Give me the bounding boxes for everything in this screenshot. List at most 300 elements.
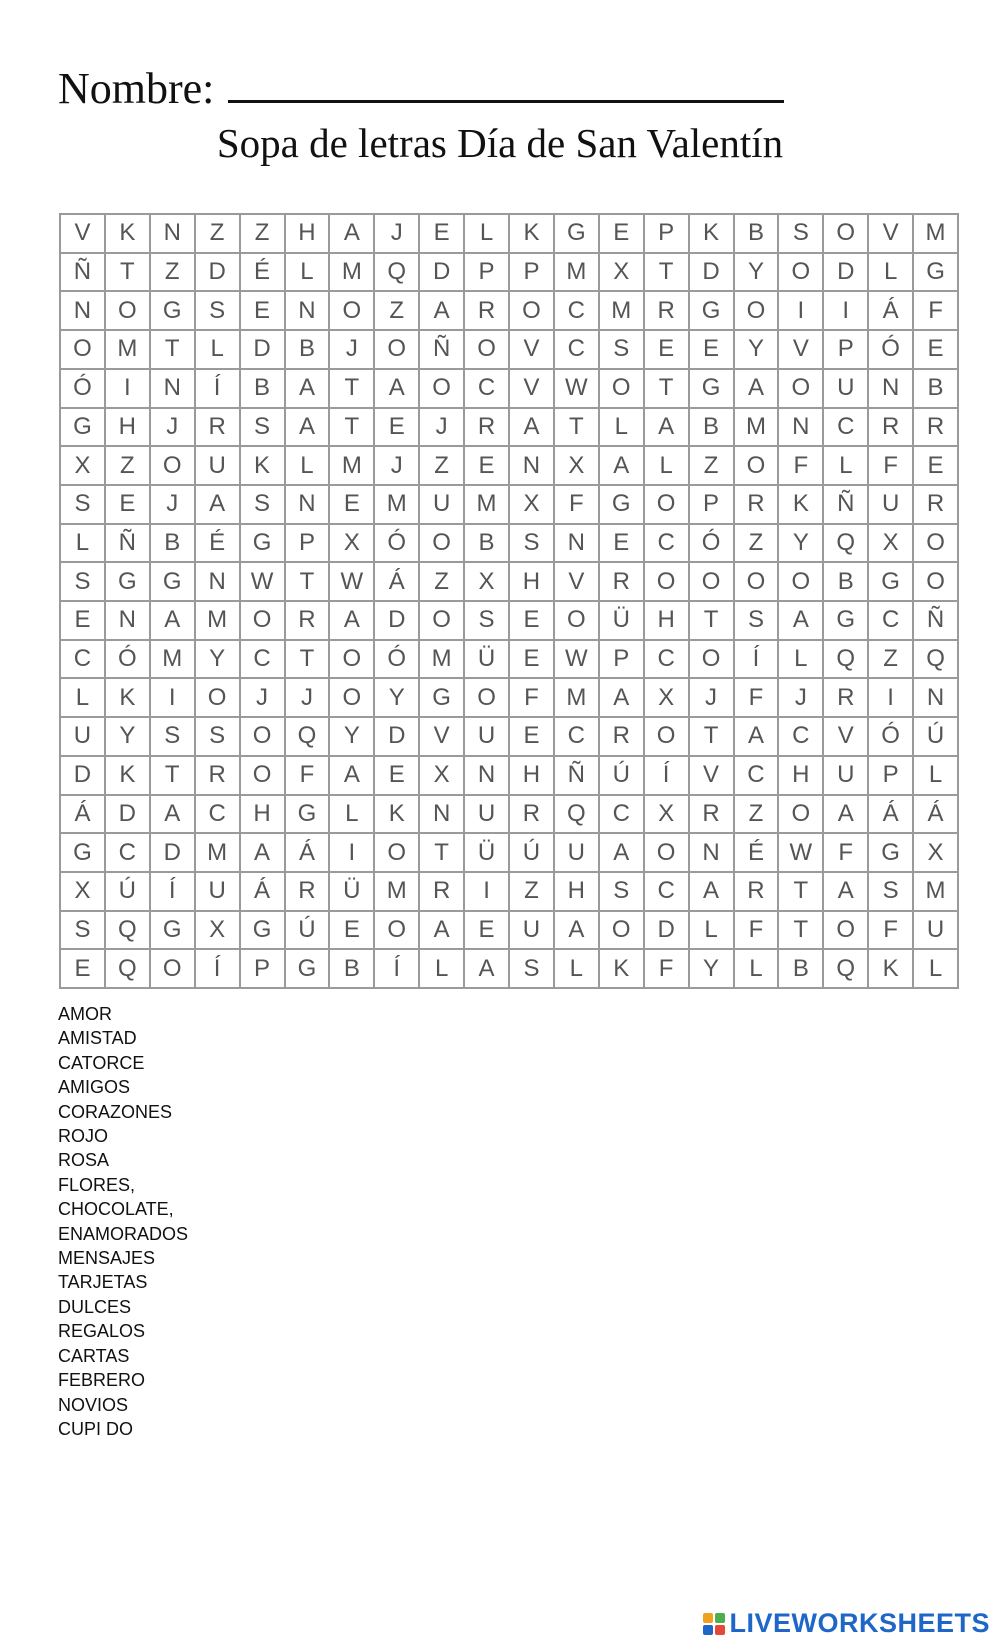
grid-cell[interactable]: J <box>375 447 420 486</box>
grid-cell[interactable]: K <box>375 796 420 835</box>
grid-cell[interactable]: I <box>106 370 151 409</box>
grid-cell[interactable]: P <box>286 525 331 564</box>
grid-cell[interactable]: B <box>151 525 196 564</box>
grid-cell[interactable]: L <box>555 950 600 989</box>
grid-cell[interactable]: V <box>510 331 555 370</box>
grid-cell[interactable]: U <box>555 834 600 873</box>
grid-cell[interactable]: A <box>375 370 420 409</box>
grid-cell[interactable]: M <box>151 641 196 680</box>
grid-cell[interactable]: G <box>824 602 869 641</box>
grid-cell[interactable]: I <box>465 873 510 912</box>
grid-cell[interactable]: C <box>106 834 151 873</box>
grid-cell[interactable]: T <box>106 254 151 293</box>
grid-cell[interactable]: S <box>151 718 196 757</box>
grid-cell[interactable]: O <box>330 292 375 331</box>
grid-cell[interactable]: K <box>600 950 645 989</box>
grid-cell[interactable]: N <box>151 215 196 254</box>
grid-cell[interactable]: O <box>106 292 151 331</box>
grid-cell[interactable]: T <box>286 563 331 602</box>
grid-cell[interactable]: Á <box>375 563 420 602</box>
grid-cell[interactable]: T <box>151 757 196 796</box>
grid-cell[interactable]: Q <box>375 254 420 293</box>
grid-cell[interactable]: D <box>241 331 286 370</box>
grid-cell[interactable]: L <box>330 796 375 835</box>
grid-cell[interactable]: D <box>151 834 196 873</box>
grid-cell[interactable]: B <box>824 563 869 602</box>
grid-cell[interactable]: M <box>330 447 375 486</box>
grid-cell[interactable]: Ó <box>106 641 151 680</box>
grid-cell[interactable]: R <box>824 679 869 718</box>
grid-cell[interactable]: F <box>735 912 780 951</box>
grid-cell[interactable]: G <box>555 215 600 254</box>
grid-cell[interactable]: I <box>779 292 824 331</box>
grid-cell[interactable]: Y <box>735 254 780 293</box>
grid-cell[interactable]: N <box>151 370 196 409</box>
grid-cell[interactable]: L <box>824 447 869 486</box>
grid-cell[interactable]: S <box>241 409 286 448</box>
grid-cell[interactable]: Ñ <box>420 331 465 370</box>
grid-cell[interactable]: Z <box>106 447 151 486</box>
grid-cell[interactable]: D <box>824 254 869 293</box>
grid-cell[interactable]: A <box>286 370 331 409</box>
grid-cell[interactable]: T <box>690 602 735 641</box>
grid-cell[interactable]: L <box>869 254 914 293</box>
grid-cell[interactable]: O <box>420 602 465 641</box>
grid-cell[interactable]: A <box>779 602 824 641</box>
grid-cell[interactable]: E <box>61 950 106 989</box>
grid-cell[interactable]: P <box>510 254 555 293</box>
grid-cell[interactable]: N <box>286 292 331 331</box>
grid-cell[interactable]: E <box>375 409 420 448</box>
grid-cell[interactable]: L <box>600 409 645 448</box>
grid-cell[interactable]: J <box>241 679 286 718</box>
grid-cell[interactable]: E <box>914 447 959 486</box>
grid-cell[interactable]: K <box>690 215 735 254</box>
grid-cell[interactable]: U <box>824 370 869 409</box>
grid-cell[interactable]: G <box>690 292 735 331</box>
grid-cell[interactable]: C <box>241 641 286 680</box>
grid-cell[interactable]: O <box>914 525 959 564</box>
grid-cell[interactable]: A <box>600 834 645 873</box>
grid-cell[interactable]: Z <box>151 254 196 293</box>
grid-cell[interactable]: A <box>151 602 196 641</box>
grid-cell[interactable]: F <box>645 950 690 989</box>
grid-cell[interactable]: O <box>824 215 869 254</box>
grid-cell[interactable]: C <box>779 718 824 757</box>
grid-cell[interactable]: Ñ <box>555 757 600 796</box>
grid-cell[interactable]: R <box>600 718 645 757</box>
grid-cell[interactable]: G <box>151 563 196 602</box>
grid-cell[interactable]: I <box>330 834 375 873</box>
grid-cell[interactable]: X <box>645 796 690 835</box>
grid-cell[interactable]: O <box>465 331 510 370</box>
grid-cell[interactable]: W <box>555 370 600 409</box>
word-search-grid[interactable] <box>59 213 959 989</box>
grid-cell[interactable]: Z <box>241 215 286 254</box>
grid-cell[interactable]: G <box>286 796 331 835</box>
grid-cell[interactable]: O <box>241 602 286 641</box>
grid-cell[interactable]: U <box>420 486 465 525</box>
grid-cell[interactable]: U <box>824 757 869 796</box>
grid-cell[interactable]: O <box>779 370 824 409</box>
grid-cell[interactable]: Ü <box>465 641 510 680</box>
grid-cell[interactable]: K <box>869 950 914 989</box>
grid-cell[interactable]: C <box>645 873 690 912</box>
grid-cell[interactable]: V <box>555 563 600 602</box>
grid-cell[interactable]: Z <box>420 563 465 602</box>
grid-cell[interactable]: E <box>106 486 151 525</box>
grid-cell[interactable]: R <box>286 873 331 912</box>
grid-cell[interactable]: R <box>645 292 690 331</box>
grid-cell[interactable]: T <box>645 370 690 409</box>
grid-cell[interactable]: U <box>465 796 510 835</box>
grid-cell[interactable]: O <box>196 679 241 718</box>
grid-cell[interactable]: N <box>465 757 510 796</box>
grid-cell[interactable]: O <box>690 641 735 680</box>
grid-cell[interactable]: E <box>600 215 645 254</box>
grid-cell[interactable]: X <box>465 563 510 602</box>
grid-cell[interactable]: O <box>375 331 420 370</box>
grid-cell[interactable]: O <box>241 718 286 757</box>
grid-cell[interactable]: B <box>241 370 286 409</box>
grid-cell[interactable]: M <box>375 873 420 912</box>
grid-cell[interactable]: H <box>510 757 555 796</box>
grid-cell[interactable]: C <box>824 409 869 448</box>
grid-cell[interactable]: K <box>241 447 286 486</box>
grid-cell[interactable]: Q <box>824 641 869 680</box>
grid-cell[interactable]: C <box>61 641 106 680</box>
grid-cell[interactable]: F <box>869 912 914 951</box>
grid-cell[interactable]: O <box>735 447 780 486</box>
grid-cell[interactable]: F <box>779 447 824 486</box>
grid-cell[interactable]: R <box>465 292 510 331</box>
grid-cell[interactable]: Ó <box>375 525 420 564</box>
grid-cell[interactable]: T <box>645 254 690 293</box>
grid-cell[interactable]: J <box>151 486 196 525</box>
grid-cell[interactable]: Ü <box>330 873 375 912</box>
grid-cell[interactable]: O <box>779 254 824 293</box>
grid-cell[interactable]: Z <box>735 525 780 564</box>
grid-cell[interactable]: N <box>914 679 959 718</box>
grid-cell[interactable]: S <box>600 331 645 370</box>
grid-cell[interactable]: V <box>869 215 914 254</box>
grid-cell[interactable]: Ñ <box>61 254 106 293</box>
grid-cell[interactable]: C <box>196 796 241 835</box>
grid-cell[interactable]: F <box>914 292 959 331</box>
grid-cell[interactable]: E <box>330 486 375 525</box>
grid-cell[interactable]: E <box>465 912 510 951</box>
grid-cell[interactable]: X <box>914 834 959 873</box>
grid-cell[interactable]: X <box>555 447 600 486</box>
grid-cell[interactable]: Ú <box>510 834 555 873</box>
grid-cell[interactable]: N <box>286 486 331 525</box>
grid-cell[interactable]: G <box>151 292 196 331</box>
grid-cell[interactable]: S <box>869 873 914 912</box>
grid-cell[interactable]: T <box>286 641 331 680</box>
grid-cell[interactable]: Í <box>196 950 241 989</box>
grid-cell[interactable]: P <box>241 950 286 989</box>
grid-cell[interactable]: Q <box>914 641 959 680</box>
grid-cell[interactable]: O <box>555 602 600 641</box>
grid-cell[interactable]: D <box>690 254 735 293</box>
grid-cell[interactable]: T <box>330 409 375 448</box>
grid-cell[interactable]: M <box>375 486 420 525</box>
grid-cell[interactable]: H <box>645 602 690 641</box>
grid-cell[interactable]: F <box>510 679 555 718</box>
grid-cell[interactable]: Ó <box>869 331 914 370</box>
grid-cell[interactable]: E <box>420 215 465 254</box>
grid-cell[interactable]: X <box>600 254 645 293</box>
grid-cell[interactable]: E <box>61 602 106 641</box>
grid-cell[interactable]: N <box>690 834 735 873</box>
grid-cell[interactable]: A <box>286 409 331 448</box>
grid-cell[interactable]: S <box>779 215 824 254</box>
grid-cell[interactable]: C <box>600 796 645 835</box>
grid-cell[interactable]: Y <box>330 718 375 757</box>
grid-cell[interactable]: C <box>465 370 510 409</box>
grid-cell[interactable]: Í <box>375 950 420 989</box>
grid-cell[interactable]: X <box>61 873 106 912</box>
grid-cell[interactable]: F <box>735 679 780 718</box>
grid-cell[interactable]: A <box>600 447 645 486</box>
grid-cell[interactable]: A <box>824 873 869 912</box>
grid-cell[interactable]: O <box>241 757 286 796</box>
grid-cell[interactable]: E <box>645 331 690 370</box>
grid-cell[interactable]: P <box>645 215 690 254</box>
grid-cell[interactable]: O <box>645 834 690 873</box>
grid-cell[interactable]: Ú <box>600 757 645 796</box>
grid-cell[interactable]: Y <box>779 525 824 564</box>
grid-cell[interactable]: V <box>779 331 824 370</box>
grid-cell[interactable]: Í <box>735 641 780 680</box>
grid-cell[interactable]: G <box>420 679 465 718</box>
grid-cell[interactable]: Í <box>645 757 690 796</box>
grid-cell[interactable]: É <box>196 525 241 564</box>
grid-cell[interactable]: P <box>869 757 914 796</box>
grid-cell[interactable]: V <box>61 215 106 254</box>
grid-cell[interactable]: O <box>645 718 690 757</box>
grid-cell[interactable]: I <box>151 679 196 718</box>
grid-cell[interactable]: X <box>196 912 241 951</box>
grid-cell[interactable]: A <box>330 602 375 641</box>
grid-cell[interactable]: A <box>465 950 510 989</box>
grid-cell[interactable]: N <box>420 796 465 835</box>
grid-cell[interactable]: N <box>510 447 555 486</box>
grid-cell[interactable]: H <box>106 409 151 448</box>
grid-cell[interactable]: K <box>106 215 151 254</box>
grid-cell[interactable]: Á <box>869 796 914 835</box>
grid-cell[interactable]: Y <box>690 950 735 989</box>
grid-cell[interactable]: Y <box>375 679 420 718</box>
grid-cell[interactable]: A <box>330 757 375 796</box>
grid-cell[interactable]: R <box>196 409 241 448</box>
grid-cell[interactable]: L <box>61 679 106 718</box>
grid-cell[interactable]: R <box>869 409 914 448</box>
grid-cell[interactable]: O <box>465 679 510 718</box>
grid-cell[interactable]: Á <box>869 292 914 331</box>
name-blank-line[interactable] <box>228 56 784 103</box>
grid-cell[interactable]: F <box>869 447 914 486</box>
grid-cell[interactable]: N <box>106 602 151 641</box>
grid-cell[interactable]: C <box>645 525 690 564</box>
grid-cell[interactable]: C <box>869 602 914 641</box>
grid-cell[interactable]: S <box>61 486 106 525</box>
grid-cell[interactable]: B <box>465 525 510 564</box>
grid-cell[interactable]: Ó <box>375 641 420 680</box>
grid-cell[interactable]: C <box>555 292 600 331</box>
grid-cell[interactable]: F <box>824 834 869 873</box>
grid-cell[interactable]: L <box>286 254 331 293</box>
grid-cell[interactable]: X <box>510 486 555 525</box>
grid-cell[interactable]: Ü <box>465 834 510 873</box>
grid-cell[interactable]: O <box>375 834 420 873</box>
grid-cell[interactable]: R <box>420 873 465 912</box>
grid-cell[interactable]: L <box>465 215 510 254</box>
grid-cell[interactable]: L <box>645 447 690 486</box>
grid-cell[interactable]: R <box>735 486 780 525</box>
grid-cell[interactable]: P <box>690 486 735 525</box>
grid-cell[interactable]: U <box>914 912 959 951</box>
grid-cell[interactable]: Z <box>420 447 465 486</box>
grid-cell[interactable]: Ó <box>690 525 735 564</box>
grid-cell[interactable]: S <box>61 563 106 602</box>
grid-cell[interactable]: U <box>869 486 914 525</box>
grid-cell[interactable]: Í <box>196 370 241 409</box>
grid-cell[interactable]: R <box>600 563 645 602</box>
grid-cell[interactable]: O <box>330 641 375 680</box>
grid-cell[interactable]: Ñ <box>106 525 151 564</box>
grid-cell[interactable]: H <box>241 796 286 835</box>
grid-cell[interactable]: Ü <box>600 602 645 641</box>
grid-cell[interactable]: L <box>420 950 465 989</box>
grid-cell[interactable]: G <box>600 486 645 525</box>
grid-cell[interactable]: E <box>375 757 420 796</box>
grid-cell[interactable]: Q <box>555 796 600 835</box>
grid-cell[interactable]: O <box>779 796 824 835</box>
grid-cell[interactable]: Q <box>106 950 151 989</box>
grid-cell[interactable]: Y <box>735 331 780 370</box>
grid-cell[interactable]: L <box>914 950 959 989</box>
grid-cell[interactable]: D <box>375 718 420 757</box>
grid-cell[interactable]: É <box>735 834 780 873</box>
grid-cell[interactable]: P <box>600 641 645 680</box>
grid-cell[interactable]: É <box>241 254 286 293</box>
grid-cell[interactable]: U <box>465 718 510 757</box>
grid-cell[interactable]: M <box>330 254 375 293</box>
grid-cell[interactable]: A <box>600 679 645 718</box>
grid-cell[interactable]: E <box>600 525 645 564</box>
grid-cell[interactable]: Í <box>151 873 196 912</box>
grid-cell[interactable]: T <box>779 912 824 951</box>
grid-cell[interactable]: Ó <box>869 718 914 757</box>
grid-cell[interactable]: O <box>735 292 780 331</box>
grid-cell[interactable]: B <box>330 950 375 989</box>
grid-cell[interactable]: D <box>61 757 106 796</box>
grid-cell[interactable]: L <box>914 757 959 796</box>
grid-cell[interactable]: M <box>600 292 645 331</box>
grid-cell[interactable]: L <box>61 525 106 564</box>
grid-cell[interactable]: G <box>914 254 959 293</box>
grid-cell[interactable]: B <box>914 370 959 409</box>
grid-cell[interactable]: M <box>914 873 959 912</box>
grid-cell[interactable]: N <box>61 292 106 331</box>
grid-cell[interactable]: A <box>735 370 780 409</box>
grid-cell[interactable]: R <box>690 796 735 835</box>
grid-cell[interactable]: A <box>690 873 735 912</box>
grid-cell[interactable]: A <box>555 912 600 951</box>
grid-cell[interactable]: O <box>779 563 824 602</box>
grid-cell[interactable]: A <box>196 486 241 525</box>
grid-cell[interactable]: L <box>286 447 331 486</box>
grid-cell[interactable]: M <box>735 409 780 448</box>
grid-cell[interactable]: T <box>330 370 375 409</box>
grid-cell[interactable]: T <box>420 834 465 873</box>
grid-cell[interactable]: U <box>510 912 555 951</box>
grid-cell[interactable]: Z <box>690 447 735 486</box>
grid-cell[interactable]: O <box>151 950 196 989</box>
grid-cell[interactable]: J <box>151 409 196 448</box>
grid-cell[interactable]: T <box>779 873 824 912</box>
grid-cell[interactable]: O <box>600 370 645 409</box>
grid-cell[interactable]: J <box>420 409 465 448</box>
grid-cell[interactable]: M <box>106 331 151 370</box>
grid-cell[interactable]: G <box>61 834 106 873</box>
grid-cell[interactable]: Q <box>824 950 869 989</box>
grid-cell[interactable]: D <box>106 796 151 835</box>
grid-cell[interactable]: S <box>510 525 555 564</box>
grid-cell[interactable]: Q <box>824 525 869 564</box>
grid-cell[interactable]: Ú <box>914 718 959 757</box>
grid-cell[interactable]: Y <box>196 641 241 680</box>
grid-cell[interactable]: Z <box>196 215 241 254</box>
grid-cell[interactable]: O <box>375 912 420 951</box>
grid-cell[interactable]: D <box>375 602 420 641</box>
grid-cell[interactable]: E <box>465 447 510 486</box>
grid-cell[interactable]: I <box>869 679 914 718</box>
grid-cell[interactable]: C <box>555 331 600 370</box>
grid-cell[interactable]: S <box>61 912 106 951</box>
grid-cell[interactable]: G <box>286 950 331 989</box>
grid-cell[interactable]: M <box>196 834 241 873</box>
grid-cell[interactable]: N <box>779 409 824 448</box>
grid-cell[interactable]: O <box>645 563 690 602</box>
grid-cell[interactable]: U <box>196 873 241 912</box>
grid-cell[interactable]: E <box>510 602 555 641</box>
grid-cell[interactable]: J <box>286 679 331 718</box>
grid-cell[interactable]: Ú <box>106 873 151 912</box>
grid-cell[interactable]: O <box>914 563 959 602</box>
grid-cell[interactable]: V <box>690 757 735 796</box>
grid-cell[interactable]: K <box>106 679 151 718</box>
grid-cell[interactable]: W <box>555 641 600 680</box>
grid-cell[interactable]: G <box>61 409 106 448</box>
grid-cell[interactable]: O <box>645 486 690 525</box>
grid-cell[interactable]: O <box>61 331 106 370</box>
grid-cell[interactable]: J <box>690 679 735 718</box>
grid-cell[interactable]: Ñ <box>824 486 869 525</box>
grid-cell[interactable]: S <box>735 602 780 641</box>
grid-cell[interactable]: J <box>779 679 824 718</box>
grid-cell[interactable]: M <box>555 254 600 293</box>
grid-cell[interactable]: S <box>510 950 555 989</box>
grid-cell[interactable]: E <box>241 292 286 331</box>
grid-cell[interactable]: L <box>690 912 735 951</box>
grid-cell[interactable]: A <box>824 796 869 835</box>
grid-cell[interactable]: C <box>645 641 690 680</box>
grid-cell[interactable]: G <box>241 525 286 564</box>
grid-cell[interactable]: Á <box>914 796 959 835</box>
grid-cell[interactable]: B <box>286 331 331 370</box>
